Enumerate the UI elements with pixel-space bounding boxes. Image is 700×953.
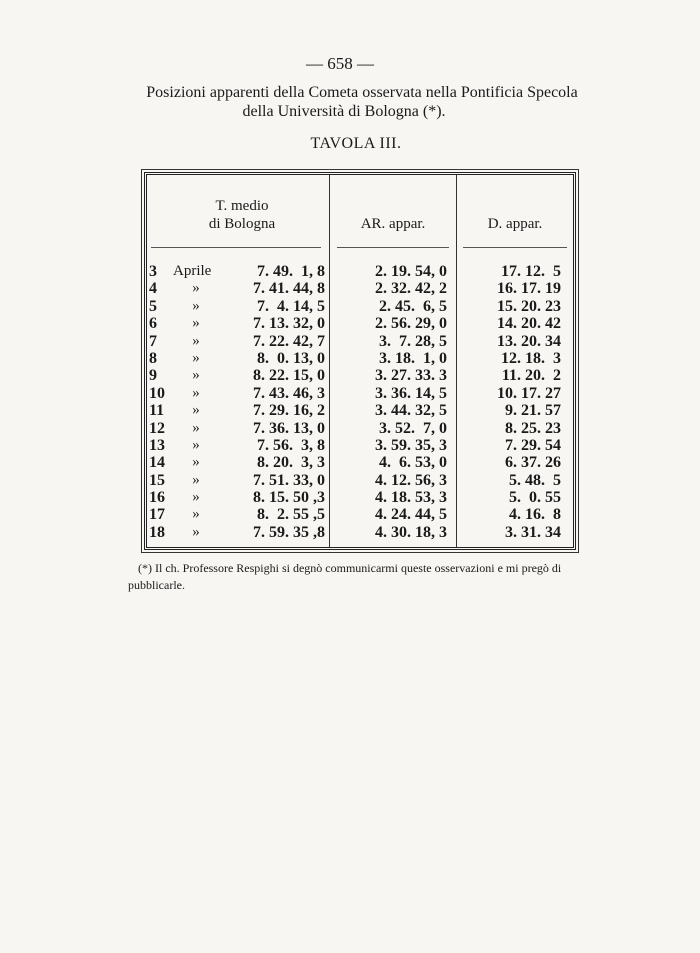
mean-time-cell: 7. 29. 16, 2 [253, 402, 325, 420]
day-cell: 15 [149, 471, 165, 489]
month-cell: » [192, 280, 200, 297]
month-cell: » [192, 349, 200, 366]
table-row [147, 402, 573, 419]
page-number: — 658 — [306, 54, 374, 73]
footnote [128, 560, 648, 594]
declination-cell: 8. 25. 23 [505, 419, 561, 437]
header-rule [463, 247, 567, 248]
right-ascension-cell: 2. 32. 42, 2 [375, 280, 447, 298]
mean-time-cell: 7. 4. 14, 5 [257, 297, 325, 315]
header-dec: D. appar. [487, 216, 543, 232]
month-cell: » [192, 454, 200, 471]
declination-cell: 3. 31. 34 [505, 523, 561, 541]
table-title: TAVOLA III. [310, 135, 402, 152]
footnote-line-2: pubblicarle. [128, 578, 185, 592]
month-cell: » [192, 436, 200, 453]
right-ascension-cell: 2. 45. 6, 5 [379, 297, 447, 315]
title-line-2: della Università di Bologna (*). [242, 103, 446, 120]
right-ascension-cell: 3. 44. 32, 5 [375, 402, 447, 420]
table-row [147, 437, 573, 454]
title-line-1: Posizioni apparenti della Cometa osservata nella Pontificia Specola [146, 84, 578, 101]
day-cell: 9 [149, 367, 157, 385]
mean-time-cell: 8. 20. 3, 3 [257, 454, 325, 472]
header-time-line1: T. medio [215, 198, 269, 214]
month-cell: Aprile [173, 263, 212, 279]
table-row [147, 524, 573, 541]
declination-cell: 7. 29. 54 [505, 436, 561, 454]
right-ascension-cell: 2. 56. 29, 0 [375, 315, 447, 333]
table-row [147, 489, 573, 506]
day-cell: 5 [149, 297, 157, 315]
day-cell: 17 [149, 506, 165, 524]
day-cell: 13 [149, 436, 165, 454]
mean-time-cell: 8. 2. 55 ,5 [257, 506, 325, 524]
table-row [147, 333, 573, 350]
table-row [147, 454, 573, 471]
right-ascension-cell: 4. 24. 44, 5 [375, 506, 447, 524]
day-cell: 18 [149, 523, 165, 541]
table-body [147, 263, 573, 541]
month-cell: » [192, 315, 200, 332]
declination-cell: 4. 16. 8 [509, 506, 561, 524]
mean-time-cell: 8. 0. 13, 0 [257, 349, 325, 367]
mean-time-cell: 7. 13. 32, 0 [253, 315, 325, 333]
mean-time-cell: 7. 43. 46, 3 [253, 384, 325, 402]
month-cell: » [192, 384, 200, 401]
declination-cell: 6. 37. 26 [505, 454, 561, 472]
mean-time-cell: 7. 51. 33, 0 [253, 471, 325, 489]
right-ascension-cell: 3. 36. 14, 5 [375, 384, 447, 402]
mean-time-cell: 7. 22. 42, 7 [253, 332, 325, 350]
month-cell: » [192, 297, 200, 314]
declination-cell: 11. 20. 2 [501, 367, 561, 385]
right-ascension-cell: 4. 6. 53, 0 [379, 454, 447, 472]
right-ascension-cell: 2. 19. 54, 0 [375, 263, 447, 280]
mean-time-cell: 7. 49. 1, 8 [257, 263, 325, 280]
declination-cell: 12. 18. 3 [501, 349, 561, 367]
right-ascension-cell: 3. 7. 28, 5 [379, 332, 447, 350]
declination-cell: 5. 0. 55 [509, 489, 561, 507]
header-time [187, 197, 297, 233]
day-cell: 14 [149, 454, 165, 472]
day-cell: 6 [149, 315, 157, 333]
right-ascension-cell: 3. 27. 33. 3 [375, 367, 447, 385]
table-row [147, 298, 573, 315]
day-cell: 7 [149, 332, 157, 350]
day-cell: 10 [149, 384, 165, 402]
table-row [147, 420, 573, 437]
day-cell: 4 [149, 280, 157, 298]
month-cell: » [192, 489, 200, 506]
table-row [147, 315, 573, 332]
month-cell: » [192, 506, 200, 523]
declination-cell: 9. 21. 57 [505, 402, 561, 420]
table-row [147, 506, 573, 523]
right-ascension-cell: 4. 30. 18, 3 [375, 523, 447, 541]
table-row [147, 385, 573, 402]
header-ar: AR. appar. [360, 216, 426, 232]
mean-time-cell: 8. 22. 15, 0 [253, 367, 325, 385]
month-cell: » [192, 419, 200, 436]
right-ascension-cell: 4. 18. 53, 3 [375, 489, 447, 507]
month-cell: » [192, 367, 200, 384]
right-ascension-cell: 3. 59. 35, 3 [375, 436, 447, 454]
day-cell: 11 [149, 402, 165, 420]
table-row [147, 367, 573, 384]
day-cell: 12 [149, 419, 165, 437]
month-cell: » [192, 402, 200, 419]
day-cell: 3 [149, 263, 157, 280]
declination-cell: 15. 20. 23 [497, 297, 561, 315]
declination-cell: 16. 17. 19 [497, 280, 561, 298]
table-row [147, 263, 573, 280]
header-rule [337, 247, 449, 248]
declination-cell: 17. 12. 5 [501, 263, 561, 280]
declination-cell: 10. 17. 27 [497, 384, 561, 402]
right-ascension-cell: 4. 12. 56, 3 [375, 471, 447, 489]
mean-time-cell: 7. 41. 44, 8 [253, 280, 325, 298]
header-rule [151, 247, 321, 248]
table-row [147, 350, 573, 367]
right-ascension-cell: 3. 52. 7, 0 [379, 419, 447, 437]
right-ascension-cell: 3. 18. 1, 0 [379, 349, 447, 367]
header-time-line2: di Bologna [208, 216, 276, 232]
declination-cell: 13. 20. 34 [497, 332, 561, 350]
day-cell: 16 [149, 489, 165, 507]
month-cell: » [192, 332, 200, 349]
mean-time-cell: 7. 59. 35 ,8 [253, 523, 325, 541]
declination-cell: 14. 20. 42 [497, 315, 561, 333]
footnote-line-1: (*) Il ch. Professore Respighi si degnò communicarmi queste osservazioni e mi pregò di [138, 561, 562, 575]
mean-time-cell: 8. 15. 50 ,3 [253, 489, 325, 507]
declination-cell: 5. 48. 5 [509, 471, 561, 489]
mean-time-cell: 7. 36. 13, 0 [253, 419, 325, 437]
observation-table [144, 172, 576, 550]
table-row [147, 472, 573, 489]
table-row [147, 280, 573, 297]
month-cell: » [192, 523, 200, 540]
month-cell: » [192, 471, 200, 488]
day-cell: 8 [149, 349, 157, 367]
mean-time-cell: 7. 56. 3, 8 [257, 436, 325, 454]
